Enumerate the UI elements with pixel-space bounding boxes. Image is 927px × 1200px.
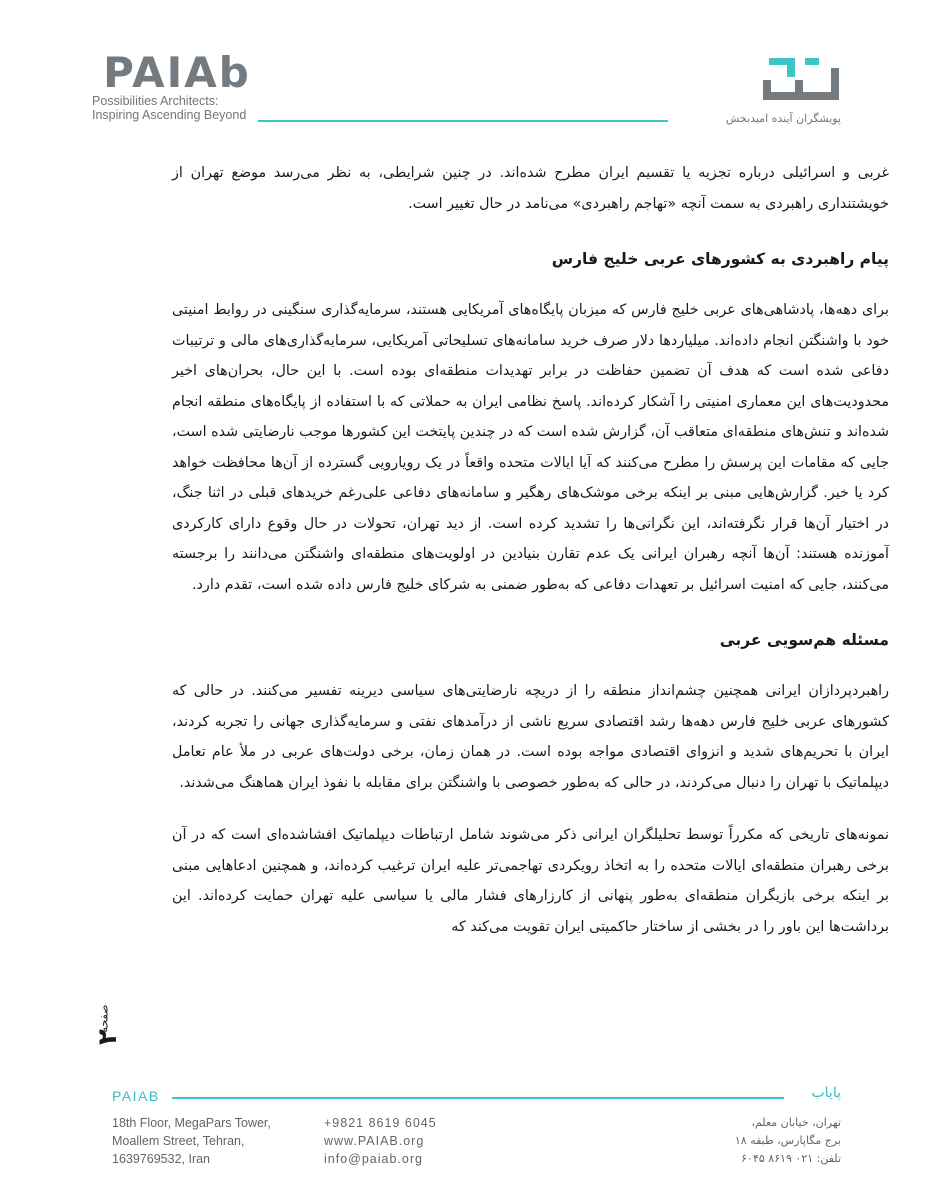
footer-address-persian bbox=[735, 1114, 841, 1168]
footer-email-link[interactable]: info@paiab.org bbox=[324, 1152, 423, 1166]
address-fa-line: تلفن: ۰۲۱ ۸۶۱۹ ۶۰۴۵ bbox=[741, 1152, 841, 1165]
paragraph-iranian-strategists: راهبردپردازان ایرانی همچنین چشم‌انداز منطقه را از دریچه نارضایتی‌های سیاسی دیرینه تفسیر می‌کنند. در حالی که کشورهای عربی خلیج فارس دهه‌ها رشد اقتصادی سریع ناشی از درآمدهای نفتی و سرمایه‌گذاری جهانی را تجربه کردند، ایران با تحریم‌های شدید و انزوای اقتصادی مواجه بوده است. در همان زمان، برخی دولت‌های عربی در ملأ عام تعامل دیپلماتیک با تهران را دنبال می‌کردند، در حالی که به‌طور خصوصی با واشنگتن برای مقابله با نفوذ ایران هماهنگ می‌شدند. bbox=[172, 683, 889, 791]
logo-tagline-line-2: Inspiring Ascending Beyond bbox=[92, 108, 247, 122]
footer-address-english bbox=[112, 1114, 271, 1168]
logo-wordmark: PAIAb bbox=[103, 48, 251, 97]
address-en-line: 18th Floor, MegaPars Tower, bbox=[112, 1116, 271, 1130]
address-en-line: Moallem Street, Tehran, bbox=[112, 1134, 245, 1148]
logo-paiab-english bbox=[92, 48, 262, 122]
section-heading-arab-alignment: مسئله هم‌سویی عربی bbox=[719, 631, 889, 649]
paragraph-historical-examples: نمونه‌های تاریخی که مکرراً توسط تحلیلگران ایرانی ذکر می‌شوند شامل ارتباطات دیپلماتیک افشاشده‌ای است که در آن برخی رهبران منطقه‌ای ایالات متحده را به اتخاذ رویکردی تهاجمی‌تر علیه ایران ترغیب کرده‌اند، و همچنین ادعاهایی مبنی بر اینکه برخی بازیگران منطقه‌ای به‌طور پنهانی از کارزارهای فشار مالی یا سیاسی علیه تهران حمایت کرده‌اند. این برداشت‌ها این باور را در بخشی از ساختار حاکمیتی ایران تقویت می‌کند که bbox=[172, 827, 889, 935]
logo-mark-icon bbox=[761, 56, 841, 108]
article-body bbox=[172, 158, 889, 942]
page-number-label: صفحه bbox=[97, 1004, 111, 1033]
address-fa-line: برج مگاپارس، طبقه ۱۸ bbox=[734, 1134, 841, 1147]
logo-tagline-line-1: Possibilities Architects: bbox=[92, 94, 219, 108]
paragraph-intro: غربی و اسرائیلی درباره تجزیه یا تقسیم ایران مطرح شده‌اند. در چنین شرایطی، به نظر می‌رسد موضع تهران از خویشتنداری راهبردی به سمت آنچه «تهاجم راهبردی» می‌نامد در حال تغییر است. bbox=[172, 165, 889, 212]
page-number bbox=[92, 1000, 123, 1050]
footer-brand-persian: پایاب bbox=[811, 1085, 841, 1101]
address-fa-line: تهران، خیابان معلم، bbox=[751, 1116, 841, 1129]
footer-contact bbox=[324, 1114, 437, 1168]
footer-divider bbox=[172, 1097, 784, 1099]
footer-brand-english: PAIAB bbox=[112, 1088, 160, 1104]
footer-phone: +9821 8619 6045 bbox=[324, 1116, 437, 1130]
logo-paiab-persian bbox=[671, 56, 841, 126]
page-number-digit: ۲ bbox=[92, 1029, 123, 1045]
address-en-line: 1639769532, Iran bbox=[112, 1152, 211, 1166]
footer-website-link[interactable]: www.PAIAB.org bbox=[324, 1134, 425, 1148]
header-divider bbox=[258, 120, 668, 122]
logo-persian-name: پویشگران آینده امیدبخش bbox=[725, 112, 841, 125]
paragraph-gulf-security: برای دهه‌ها، پادشاهی‌های عربی خلیج فارس که میزبان پایگاه‌های آمریکایی هستند، سرمایه‌گذاری سنگینی در روابط امنیتی خود با واشنگتن انجام داده‌اند. میلیاردها دلار صرف خرید سامانه‌های تسلیحاتی آمریکایی، سرمایه‌گذاری‌های مالی و ترتیبات دفاعی شده است که هدف آن تضمین حفاظت در برابر تهدیدات منطقه‌ای بوده است. با این حال، بحران‌های اخیر محدودیت‌های این معماری امنیتی را آشکار کرده‌اند. پاسخ نظامی ایران به حملاتی که با استفاده از پایگاه‌های منطقه انجام شده‌اند و تنش‌های منطقه‌ای متعاقب آن، گزارش شده است که در چندین پایتخت این کشورها موجب نارضایتی شده است، جایی که مقامات این پرسش را مطرح می‌کنند که آیا ایالات متحده واقعاً در یک رویارویی گسترده از آن‌ها محافظت خواهد کرد یا خیر. گزارش‌هایی مبنی بر اینکه برخی موشک‌های رهگیر و سامانه‌های دفاعی علی‌رغم خریدهای قبلی در اثنا جنگ، در اختیار آن‌ها قرار نگرفته‌اند، این نگرانی‌ها را تشدید کرده است. از دید تهران، تحولات در حال وقوع دارای کارکردی آموزنده هستند: آن‌ها آنچه رهبران ایرانی یک عدم تقارن بنیادین در اولویت‌های منطقه‌ای واشنگتن می‌دانند را برجسته می‌کنند، جایی که امنیت اسرائیل بر تعهدات دفاعی که به‌طور ضمنی به شرکای خلیج فارس داده شده است، تقدم دارد. bbox=[172, 302, 889, 593]
section-heading-strategic-message: پیام راهبردی به کشورهای عربی خلیج فارس bbox=[551, 250, 889, 268]
